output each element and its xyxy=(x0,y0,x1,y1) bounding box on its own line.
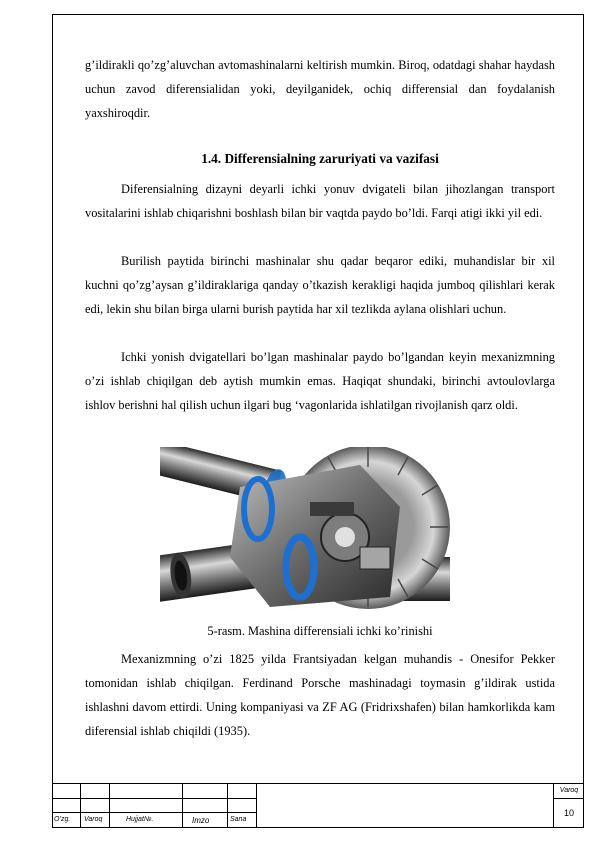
col-sana-label: Sana xyxy=(230,816,247,823)
sheet-label: Varoq xyxy=(559,787,579,794)
section-heading: 1.4. Differensialning zaruriyati va vazifasi xyxy=(201,151,439,166)
paragraph-4: Mexanizmning o’zi 1825 yilda Frantsiyadan kelgan muhandis - Onesifor Pekker tomonidan ishlab chiqilgan. Ferdinand Porsche mashinadagi toymasin g’ildirak ustida ishlashni davom ettirdi. Uning kompaniyasi va ZF AG (Fridrixshafen) bilan hamkorlikda kam diferensial ishlab chiqildi (1935). xyxy=(85,652,555,738)
title-block xyxy=(52,783,584,828)
sheet-number: 10 xyxy=(563,808,574,818)
differential-illustration xyxy=(160,447,450,619)
paragraph-1: Diferensialning dizayni deyarli ichki yonuv dvigateli bilan jihozlangan transport vositalarini ishlab chiqarishni boshlash bilan bir vaqtda paydo bo’ldi. Farqi atigi ikki yil edi. xyxy=(85,182,555,220)
paragraph-2: Burilish paytida birinchi mashinalar shu qadar beqaror ediki, muhandislar bir xil kuchni qo’zg’aysan g’ildiraklariga qanday o’tkazish kerakligi haqida jumboq qilishlari kerak edi, lekin shu bilan birga ularni burish paytida har xil tezlikda aylana olishlari uchun. xyxy=(85,254,555,316)
col-varoq-label: Varoq xyxy=(84,816,103,823)
col-hujjat-label: Hujjat№. xyxy=(126,816,154,823)
paragraph-3: Ichki yonish dvigatellari bo’lgan mashinalar paydo bo’lgandan keyin mexanizmning o’zi ishlab chiqilgan deb aytish mumkin emas. Haqiqat shundaki, birinchi avtoulovlarga ishlov berishni hal qilish uchun ilgari bug ‘vagonlarida ishlatilgan rivojlanish qarz oldi. xyxy=(85,350,555,412)
col-ozg-label: O’zg. xyxy=(54,816,71,823)
col-imzo-label: Imzo xyxy=(192,816,210,825)
figure-caption: 5-rasm. Mashina differensiali ichki ko’rinishi xyxy=(207,624,433,638)
paragraph-intro: g’ildirakli qo’zg’aluvchan avtomashinalarni keltirish mumkin. Biroq, odatdagi shahar haydash uchun zavod diferensialidan yoki, deyilganidek, ochiq differensial dan foydalanish yaxshiroqdir. xyxy=(85,58,555,120)
